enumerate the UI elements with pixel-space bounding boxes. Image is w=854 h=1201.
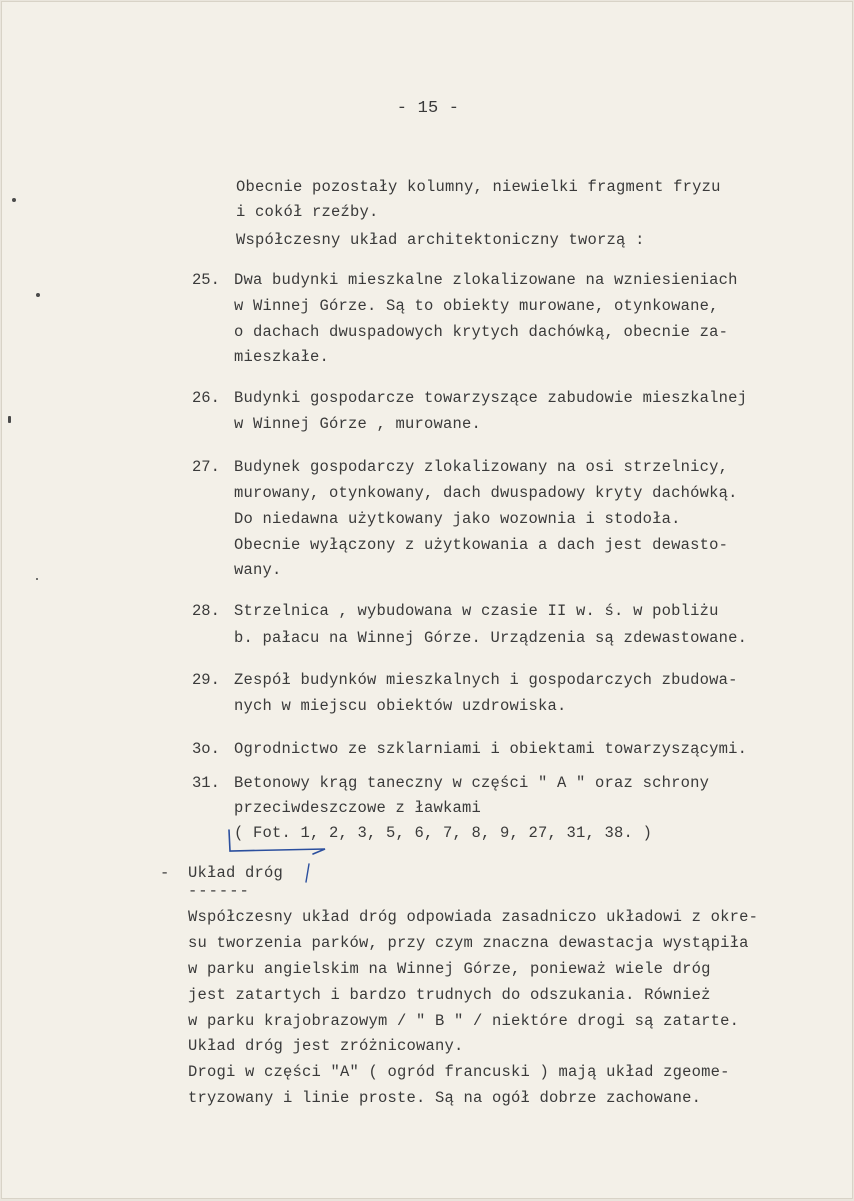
section-line-8: tryzowany i linie proste. Są na ogół dobrze zachowane. [188,1089,702,1107]
item-number-29: 29. [192,671,220,689]
item-27-line-1: Budynek gospodarczy zlokalizowany na osi strzelnicy, [234,458,729,476]
section-line-2: su tworzenia parków, przy czym znaczna dewastacja wystąpiła [188,934,749,952]
item-31-line-3: ( Fot. 1, 2, 3, 5, 6, 7, 8, 9, 27, 31, 38. ) [234,824,653,842]
item-number-31: 31. [192,774,220,792]
margin-dot [12,198,16,202]
item-28-line-2: b. pałacu na Winnej Górze. Urządzenia są zdewastowane. [234,629,748,647]
item-25-line-3: o dachach dwuspadowych krytych dachówką, obecnie za- [234,323,729,341]
item-27-line-3: Do niedawna użytkowany jako wozownia i stodoła. [234,510,681,528]
item-31-line-2: przeciwdeszczowe z ławkami [234,799,482,817]
intro-line-1: Obecnie pozostały kolumny, niewielki fragment fryzu [236,178,721,196]
margin-dot [8,416,11,423]
item-25-line-1: Dwa budynki mieszkalne zlokalizowane na wzniesieniach [234,271,738,289]
item-number-26: 26. [192,389,220,407]
section-line-4: jest zatartych i bardzo trudnych do odszukania. Również [188,986,711,1004]
intro-line-3: Współczesny układ architektoniczny tworzą : [236,231,645,249]
item-number-30: 3o. [192,740,220,758]
document-page [1,1,853,1199]
section-line-6: Układ dróg jest zróżnicowany. [188,1037,464,1055]
section-dash: - [160,864,170,882]
item-number-27: 27. [192,458,220,476]
section-line-7: Drogi w części "A" ( ogród francuski ) mają układ zgeome- [188,1063,730,1081]
item-28-line-1: Strzelnica , wybudowana w czasie II w. ś. w pobliżu [234,602,719,620]
item-29-line-1: Zespół budynków mieszkalnych i gospodarczych zbudowa- [234,671,738,689]
item-25-line-4: mieszkałe. [234,348,330,366]
page-number: - 15 - [396,99,460,118]
item-27-line-4: Obecnie wyłączony z użytkowania a dach jest dewasto- [234,536,729,554]
item-25-line-2: w Winnej Górze. Są to obiekty murowane, otynkowane, [234,297,719,315]
item-number-25: 25. [192,271,220,289]
section-line-3: w parku angielskim na Winnej Górze, ponieważ wiele dróg [188,960,711,978]
section-heading: Układ dróg [188,864,284,882]
section-line-1: Współczesny układ dróg odpowiada zasadniczo układowi z okre- [188,908,759,926]
item-31-line-1: Betonowy krąg taneczny w części " A " oraz schrony [234,774,710,792]
item-29-line-2: nych w miejscu obiektów uzdrowiska. [234,697,567,715]
item-30-line-1: Ogrodnictwo ze szklarniami i obiektami towarzyszącymi. [234,740,748,758]
item-27-line-5: wany. [234,561,282,579]
section-heading-underline: ------ [188,882,250,900]
item-number-28: 28. [192,602,220,620]
margin-dot [36,293,40,297]
pen-annotation-icon [227,828,337,886]
item-26-line-1: Budynki gospodarcze towarzyszące zabudowie mieszkalnej [234,389,748,407]
intro-line-2: i cokół rzeźby. [236,203,379,221]
item-26-line-2: w Winnej Górze , murowane. [234,415,482,433]
item-27-line-2: murowany, otynkowany, dach dwuspadowy kryty dachówką. [234,484,738,502]
section-line-5: w parku krajobrazowym / " B " / niektóre drogi są zatarte. [188,1012,740,1030]
margin-dot [36,578,38,580]
